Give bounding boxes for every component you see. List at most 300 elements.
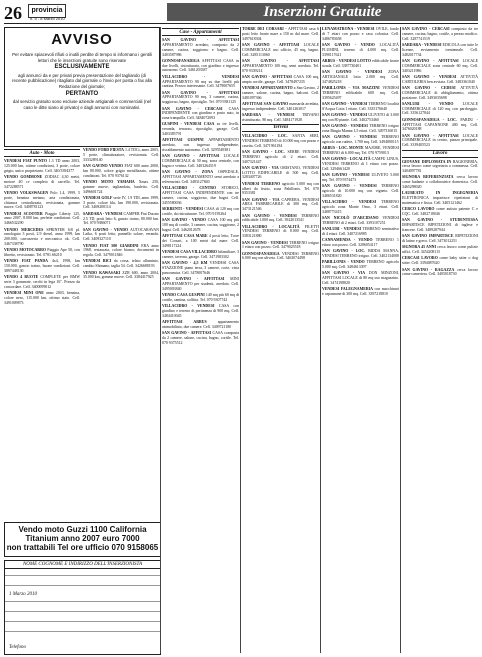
ad-text: OSPEDALE, AFFITTASI APPARTAMENTO semi arredato a referenziati. Cell. 3483127840 [162,170,239,184]
classified-ad [162,261,239,276]
ad-text: PARDU - AFFITTASI CAPANNONE 400 mq. Cell. 3476020188 [402,117,478,132]
classified-ad [242,166,319,181]
ads-list [322,27,399,237]
classified-ad [83,196,159,211]
coupon-line [5,621,160,622]
classified-ad [162,277,239,292]
ad-text: composto da tre camere, cucina, bagno, cortile, a prezzo modico. Cell. 3287741519 [402,27,478,41]
classified-ad [4,175,80,190]
ad-headline: SAN GAVINO - CEDESI [402,85,456,90]
classified-ad [242,27,319,42]
classified-ad [242,86,319,101]
ads-column-2 [83,148,159,520]
ads-list [162,38,239,345]
ad-text: OVILE, fondo di 7 ettari con pozzo e casa colonica. Cell. 3486783658 [322,27,399,41]
ad-headline: SAN GAVINO - VENDESI [242,213,297,218]
ad-headline: SAN GAVINO - AFFITTASI [242,58,319,63]
ad-text: APPARTAMENTO 90 mq su due livelli più cantina. Prezzo interessante. Cell. 3479007655 [162,79,239,89]
classified-ad [402,75,478,85]
classified-ad [402,256,478,266]
classified-ad [83,164,159,179]
ad-headline: SAN GAVINO - AFFITTASI [162,154,220,159]
ad-headline: VENDESI CASA VILLACIDRO [162,249,217,254]
ad-headline: SAN GAVINO - VENDESI [322,173,370,178]
classified-ad [242,198,319,213]
ad-text: LOCALE COMMERCIALE in centro, piazza principale. Cell. 3339405523 [402,133,478,148]
ad-headline: SAN GAVINO - RAGAZZA [402,267,455,272]
classified-ad [322,238,399,248]
ad-text: LOCALITÀ FLUMINI, terreno di 4.000 mq. Cell. 3390117621 [322,42,399,57]
ad-text: ATTIVITÀ CARTOLERIA ben avviata. Cell. 3483361040 [402,74,478,84]
classified-ad [322,27,399,42]
ad-headline: GONNOSFANADIGA - LOC. [402,117,457,122]
column-divider [160,27,161,653]
ad-text: CASA 100 mq, ampio cortile, garage. Cell. 3478497235 [242,74,319,84]
section-banner: Inserzioni Gratuite [167,3,478,21]
ad-headline: PABILLONIS - VENDO [322,260,365,265]
ad-headline: SAN GAVINO - AFFITTASI [402,133,459,138]
ad-text: serie IV, 1.9 TDI, anno 1999, 3 porte, colore blu, km 190.000, revisionata. Cell. 3469200114 [83,195,159,210]
ad-text: AFFITTASI casa 6 posti letto fronte mare a 150 m dal mare. Cell. 3497618304 [242,27,319,41]
ad-headline: VILLACIDRO - VENDESI [322,200,377,205]
ad-headline: CERCO LAVORO [402,207,435,212]
ad-headline: SAN GAVINO - VENDESI [322,69,383,74]
column-divider [320,27,321,653]
coupon-line [5,631,160,632]
classified-ad [322,216,399,226]
classified-ad [322,287,399,297]
classified-ad [402,234,478,244]
section-heading-lavoro: Lavoro [402,150,478,158]
classified-ad [83,271,159,281]
classified-ad [402,102,478,117]
section-heading-auto: Auto - Moto [4,149,80,157]
ads-column-4 [242,27,319,653]
ad-text: STORICO, AFFITTASI CASA INDIPENDENTE con tre camere, cucina, soggiorno, due bagni. Cell. 3455580036 [162,186,239,205]
classified-ad [402,191,478,206]
ad-coupon-form [4,560,161,655]
ad-text: Xmax 250, gomme nuove, tagliandata, bauletto. Cell. 3496601724 [83,179,159,194]
ad-text: APPARTAMENTO 100 mq, semi arredato. Tel. 070 9339214 [242,63,319,73]
ad-headline: SARDARA - VENDESI [402,42,442,47]
classified-ad [242,134,319,149]
classified-ad [83,259,159,269]
ad-headline: TORRE DEI CORSARI - [242,27,287,31]
ad-text: VENDESI TERRENO edificabile 600 mq. Cell. 3395625497 [322,85,399,100]
ad-headline: SAN GAVINO - AFFITTASI [162,276,225,281]
classified-ad [83,244,159,259]
ad-text: ZONA ARTIGIANALE lotto 2.000 mq. Cell. 3474825218 [322,69,399,84]
ad-headline: AFFITTASI GUSPINI [162,138,204,143]
ad-headline: SAN GAVINO - CERCASI [402,27,450,31]
ad-headline: SAN GAVINO - VENDESI [322,184,377,189]
ad-headline: SAN GAVINO - AFFITTASI [242,74,292,79]
ad-text: come baby sitter o dog sitter. Cell. 3394087620 [402,256,478,266]
classified-ad [402,27,478,42]
ad-text: ZZR 600, anno 2004, 35.000 km, gomme nuove. Cell. 3384417925 [83,270,159,280]
ad-headline: SANLURI - VENDO [402,101,454,106]
ad-headline: SAN GAVINO - VIA [322,271,366,276]
ad-text: TERRENO agricolo con rudere, 1.700 mq. Cell. 3494800115 [322,135,399,144]
ad-headline: SAN GAVINO VENDO [83,163,124,168]
ads-list [4,159,80,306]
classified-ad [162,320,239,330]
ad-headline: SERRENTI - VENDESI [162,206,203,211]
ad-headline: VENDO FORD FIESTA [83,148,124,152]
classified-ad [162,186,239,205]
ad-text: come autista patente C e CQC. Cell. 3482718046 [402,207,478,217]
ad-headline: VENDESI SCOOTER [4,211,43,216]
ad-text: CAMPER Fiat Ducato 2.5 TD, posti letto 6, gancio traino, 80.000 km. Tel. 070 9386071 [83,211,159,226]
ad-text: RAGIONERIA, cerca lavoro come segretaria o commessa. Cell. 3404097781 [402,159,478,174]
ad-headline: SAN GAVINO - VIA [242,165,279,170]
classified-ad [402,160,478,175]
ad-text: ULIVETO 5.000 mq. Tel. 070 9374473 [322,173,399,182]
ad-text: DON MINZONI, AFFITTASI LOCALE di 80 mq uso magazzino. Cell. 3474198820 [322,271,399,286]
notice-title: AVVISO [51,31,113,48]
ad-text: APPARTAMENTO arredato, con ingresso indipendente, riscaldamento autonomo. Cell. 3295549381 [162,138,239,153]
ad-text: VENDESI TERRENO 6.000 mq con uliveto. Cell. 3463074498 [242,251,319,261]
classified-ad [4,275,80,290]
classified-ad [162,75,239,90]
ad-headline: SAN GAVINO - CERCASI [162,106,223,111]
classified-ad [322,146,399,156]
ad-headline: SAN GAVINO - VENDESI [402,74,457,79]
ad-headline: VILLACIDRO - VENDESI [162,74,239,79]
ad-headline: SARDARA - VENDESI [83,211,123,216]
ad-headline: VENDO VOLKSWAGEN [4,190,49,195]
ad-headline: VENDESI GOLF [83,195,113,200]
ad-text: RIPETIZIONI di latino e greco. Cell. 3473012251 [402,234,478,244]
ad-headline: SAN GAVINO - STUDENTESSA [402,218,478,223]
ad-text: 140 mq più 60 mq di cortile, cantina, soffitta. Tel. 070 9307742 [162,292,239,302]
classified-ad [242,182,319,197]
ad-text: APPARTAMENTO 90 mq, 3 camere, cucina, soggiorno, bagno, ripostiglio. Tel. 070 9381125 [162,95,239,105]
ad-headline: AFFITTASI ARBUS [162,319,207,324]
ad-headline: VENDO GOMMONE [4,174,43,179]
classified-ad [402,268,478,278]
ad-headline: ARBUS - VENDESI LOTTO [322,58,371,63]
ad-headline: SAN GAVINO - LOCALITÀ [322,157,371,162]
coupon-date: 1 Marzo 2010 [9,592,38,597]
ad-text: EDICOLA con tutte le licenze, avviamento trentennale. Cell. 3482017734 [402,42,478,57]
notice-body [11,52,153,110]
ad-headline: SAN GAVINO - AFFITTASI [162,330,212,335]
ad-text: Piaggio Ape 50, con libretto, revisionato. Tel. 0781.66210 [4,248,80,258]
classified-ad [402,134,478,149]
ad-headline: SAN GAVINO - VENDO [322,42,375,47]
classified-ad [162,138,239,153]
ad-headline: VENDO MOTOCARRO [4,248,46,253]
ad-text: 1.3 TD anno 2003, 125.000 km, ottime condizioni, 3 porte, colore grigio, unico proprietario. Cell. 340/3394377 [4,159,80,173]
ad-headline: AFFITTASI SAN GAVINO [242,101,289,106]
ad-text: edificabile fronte strada. Cell. 3387730401 [322,58,399,68]
ad-text: MAJORE, VENDESI TERRENO di 6.000 mq. Tel. 070 9759013 [322,146,399,155]
classified-ad [83,180,159,195]
ad-text: CASA con giardino e terreno di pertinenza di 900 mq. Cell. 3484410045 [162,303,239,318]
ad-text: LOCALE COMMERCIALE zona centrale 60 mq. Cell. 3403211986 [402,58,478,73]
notice-emphasis: ESCLUSIVAMENTE [54,64,110,71]
ad-headline: VENDESI FIAT PUNTO [4,159,48,163]
classified-ad [162,293,239,303]
coupon-heading: NOME COGNOME E INDIRIZZO DELL'INSERZIONISTA [5,561,160,569]
ad-text: a San Gavino, 2 camere, salone, cucina, bagno, balconi. Cell. 3481097366 [242,85,319,100]
classified-ad [162,234,239,249]
classified-ad [402,175,478,190]
ad-text: CASA composta da 2 camere, salone, cucina, bagno, cortile. Tel. 070 9375512 [162,330,239,345]
classified-ad [83,148,159,163]
ad-text: FIAT 600 anno 2000, km 80.000, colore grigio metallizzato, ottime condizioni. Tel. 070 9376132 [83,163,159,178]
ad-headline: SAN GAVINO - 4,5 KM [162,260,208,265]
ad-headline: SAN GAVINO - VENDO [162,217,206,222]
classified-ad [322,86,399,101]
ad-text: TERRENO agricolo zona Monte Omo, 3 ettari. Cell. 3488773415 [322,200,399,214]
ad-headline: SAN GAVINO - VENDESI [322,112,368,117]
ad-text: appartamento ammobiliato, due camere. Cell. 3409721180 [162,319,239,329]
ad-text: da corsa, telaio alluminio, cambio Shimano, taglia 54. Cell. 3426688193 [83,259,159,269]
ad-headline: VENDESI BICI [83,259,112,264]
ad-headline: SAN NICOLÒ D'ARCIDANO [322,216,379,220]
ad-headline: VENDO KAWASAKI [83,270,121,275]
classified-ad [4,228,80,247]
ad-headline: SARDARA - VENDESI [242,112,295,117]
classified-ad [402,43,478,58]
classified-ad [242,150,319,165]
classified-ad [242,113,319,123]
page-number: 26 [4,3,22,23]
classified-ad [162,218,239,233]
ad-headline: SAN GAVINO - AFFITTASI [162,38,239,42]
classified-ad [162,122,239,137]
ad-headline: SAN GAVINO IMPARTISCE [402,234,454,239]
ad-text: AUTOCARAVAN Laika, 6 posti letto, pannello solare, veranda. Cell. 3409327110 [83,227,159,242]
classified-ad [322,70,399,85]
ad-headline: SAN GAVINO - VENDESI [322,101,368,106]
ad-text: CASA di 120 mq con cortile, da ristrutturare. Tel. 070 9159264 [162,206,239,216]
ads-column-5 [322,27,399,653]
ad-headline: GUSPINI - VENDESI CASA [162,122,215,127]
classified-ad [402,86,478,101]
ad-headline: SAN GAVINO - LOC. [242,149,285,154]
classified-ad [242,214,319,224]
ad-text: CASA 100 mq più 100 mq di cortile, 3 camere, cucina, soggiorno, 2 bagni. Cell. 3462012678 [162,217,239,232]
ad-headline: VILLACIDRO - VENDESI [162,303,215,308]
ads-list [242,134,319,261]
column-divider [400,27,401,653]
coupon-line [5,611,160,612]
promo-box [4,522,161,557]
ad-text: ERA anno 1968, restaurata, colore bianco, documenti in regola. Cell. 3479011846 [83,243,159,258]
ad-headline: CANNAMENDA - VENDO [322,238,373,243]
ad-text: 4x4, 1998, km 150.000, gancio traino, buone condizioni. Cell. 3897448130 [4,259,80,274]
ad-headline: SIGNORA 45 ANNI [402,245,436,250]
classified-ad [242,225,319,240]
ad-headline: VENDO MOTO YAMAHA [83,179,135,184]
ad-text: LOCALE COMMERCIALE di 120 mq con parcheggio. Cell. 3356127844 [402,101,478,116]
classified-ad [322,184,399,199]
classified-ad [162,59,239,74]
ads-column-6 [402,27,478,653]
classified-ad [83,212,159,227]
ad-text: 1.4 TDCi, anno 2005, 5 porte, climatizzatore, revisionata. Cell. 3333289140 [83,148,159,162]
ad-text: con macchinari e capannone di 300 mq. Cell. 3397218810 [322,287,399,297]
ad-headline: VENDO MERCEDES [4,227,44,232]
ad-text: TERRENO seminativo di 4 ettari. Cell. 3407216985 [322,227,399,236]
ad-headline: PABILLONIS - VIA MAZZINI [322,85,380,90]
ads-list [242,27,319,123]
ads-column-1 [4,148,80,520]
ad-text: SPRINTER 6/8 pl. omologato 3 posti, 2.9 diesel, anno 1999, km 200.000, carrozzeria e meccanica ok. Cell. 3467338790 [4,227,80,247]
ad-text: SANTA SERI, VENDESI TERRENO di 10.000 mq con pozzo e casetta. Cell. 3471961184 [242,133,319,148]
ad-headline: VENDESI APPARTAMENTO [242,85,293,90]
ad-text: ZODIAC 4,30 metri, motore 40 cv completo di carrello. Tel. 3472288571 [4,174,80,189]
ad-text: TERRENO località S'Acqua Cotta 1 ettaro. Cell. 3335176640 [322,101,399,111]
ad-text: Piaggio Liberty 125, anno 2007, 8.000 km, perfette condizioni. Cell. 3466532290 [4,211,80,226]
ad-headline: VENDO CASA GUSPINI [162,292,205,297]
ad-text: 4 posti letto, Torre dei Corsari, a 100 metri dal mare. Cell. 3498117224 [162,233,239,248]
header-rule [4,23,478,24]
classified-ad [402,59,478,74]
ad-text: TERRENO irriguo zona Bingia Manna 1,5 ettari. Cell. 3497316015 [322,123,399,133]
ad-text: FILETTI VENDESI TERRENO di 8.000 mq. Cell. 3383121880 [242,224,319,239]
ads-list [402,27,478,148]
classified-ad [402,218,478,233]
ad-text: BIDDA MANNA, VENDESI TERRENO irriguo. Cell. 3402134008 [322,249,399,259]
ad-text: VENDESI CASA STAZZIONE piano terra, 3 camere, corte, vista panoramica. Cell. 3478007646 [162,260,239,275]
classified-ad [242,43,319,58]
ad-headline: AFFITTASI CASA MARE [162,233,208,238]
ad-headline: SANLURI - VENDESI [322,227,362,232]
ad-text: cerca lavoro come pulizie uffici. Cell. 3454208115 [402,245,478,255]
ad-headline: VENDO FIAT PANDA [4,259,48,264]
ad-headline: SAN GAVINO - ZONA [162,170,214,175]
promo-line: Titanium anno 2007 euro 7000 [25,534,140,543]
ad-text: cerca lavoro come cameriera. Cell. 3405018730 [402,267,478,277]
notice-paragraph: dal servizio gratuito sono escluse aziende artigianali e commerciali (nel caso le ditte siano al privato) e dagli annunci con nominativi. [12,99,152,110]
ad-text: ELETTRONICA impartisce ripetizioni di matematica e fisica. Cell. 3405121462 [402,196,478,206]
notice-box [4,27,160,147]
ad-headline: VILLACIDRO - LOCALITÀ [242,224,300,229]
ad-headline: SAN GAVINO - VIA [242,197,280,202]
classified-ad [162,154,239,169]
ads-list [322,271,399,297]
ad-text: ORISTANO, VENDESI LOTTO EDIFICABILE di 500 mq. Cell. 3283407726 [242,165,319,180]
ad-text: ULIVETO di 3.000 mq con 80 piante. Cell. 3402753460 [322,112,399,122]
ad-headline: VILLACIDRO - CENTRO [162,186,217,191]
ad-headline: SAN GAVINO - LOC. [322,249,366,254]
newspaper-logo: provincia [28,4,66,18]
coupon-phone-label: Telefono [9,645,27,650]
section-heading-terreni: Terreni [242,124,319,132]
classified-ad [162,91,239,106]
ad-headline: VENDESI TERRENO [242,181,281,186]
ads-list [83,148,159,280]
classified-ad [242,241,319,251]
ad-text: APPARTAMENTO arredato, composto da 2 camere, cucina, soggiorno e bagno. Cell. 3403587986 [162,42,239,57]
ad-headline: LAUREATO IN INGEGNERIA [402,191,478,196]
notice-emphasis: PERTANTO [65,90,99,97]
ad-headline: SIGNORA REFERENZIATA [402,175,454,180]
ad-text: TERRENO agricolo di 10.000 mq con vigneto. Cell. 3486531820 [322,184,399,198]
ad-headline: SAN GAVINO - AFFITTASI [162,90,239,95]
ad-text: AFFITTASI CASA in due livelli, ristrutturata, con giardino e ingresso autonomo. Cell. 3461203387 [162,58,239,73]
ads-column-3 [162,27,239,653]
classified-ad [162,331,239,346]
ad-headline: GIOVANE DIPLOMATA IN [402,159,452,164]
classified-ad [322,249,399,259]
ad-text: Polo 1.4, 1999, 5 porte, benzina metano, aria condizionata, chiusura centralizzata, revisionata, gomme nuove. Cell. 3408781123 [4,190,80,210]
classified-ad [242,59,319,74]
ad-text: LOCALE COMMERCIALE uso ufficio, 45 mq, bagno. Cell. 3285113060 [242,42,319,57]
ad-text: TERRENO edificabile 1.000 mq. Cell. 3922013541 [242,213,319,223]
classified-ad [4,191,80,210]
ad-text: TERRENO irriguo 1 ettaro con pozzo. Cell. 3479025518 [242,240,319,250]
ad-text: cerca lavoro come badante o collaboratrice domestica. Cell. 3465298020 [402,175,478,190]
section-heading-case: Case - Appartamenti [162,28,239,36]
classified-ad [402,118,478,133]
ad-headline: VENDESI FALEGNAMERIA [322,287,373,292]
ad-headline: VENDESI MINI ONE [4,291,44,296]
ad-text: anno 2003, benzina, colore nero, 115.000 km, ottimo stato. Cell. 3491009873 [4,291,80,305]
classified-ad [402,245,478,255]
notice-paragraph: agli annunci da e per privati previa presentazione del tagliando (di recente pubblicazione) ritagliato dal giornale o l'invio per posta o fax alla Redazione del giornale; [12,72,152,89]
classified-ad [402,207,478,217]
coupon-line [5,585,160,586]
ad-text: agricolo 5.000 mq con alberi da frutto, zona Pabillonis. Tel. 070 9353381 [242,181,319,196]
ad-text: TERRENO agricolo 5.000 mq. Cell. 3484613397 [322,260,399,270]
coupon-line [5,601,160,602]
ad-text: TERRENO 1 ettaro con pozzo. Cell. 3286054117 [322,238,399,247]
ads-list [402,160,478,278]
ad-headline: SAN GAVINO - VENDESI [242,240,288,245]
classified-ad [242,75,319,85]
classified-ad [242,252,319,262]
classified-ad [322,260,399,270]
ad-headline: SAN GAVINO - VENDO [83,227,129,232]
ad-text: bifamiliare, 3 camere, taverna, garage. Cell. 3471983302 [162,249,239,259]
classified-ad [322,124,399,134]
classified-ad [322,135,399,145]
classified-ad [162,207,239,217]
ad-text: VENDESI TERRENO di 2 ettari. Cell. 3393107251 [322,216,399,225]
classified-ad [322,43,399,58]
classified-ad [242,102,319,112]
classified-ad [322,271,399,286]
classified-ad [322,59,399,69]
classified-ad [162,107,239,122]
classified-ad [4,159,80,174]
ad-text: COMPLETE per BMW serie 3 gommate, cerchi in lega 16". Prezzo da concordare. Cell. 3400099012 [4,275,80,289]
notice-paragraph: Per evitare spiacevoli rifiuti o inutili perdite di tempo si informano i gentili lettori che le inserzioni gratuite sono riservate [12,52,152,63]
classified-ad [322,102,399,112]
classified-ad [4,291,80,306]
ad-headline: LUNAMATRONA - VENDESI [322,27,375,31]
ad-headline: SAN GAVINO - VENDESI [322,135,377,139]
classified-ad [4,212,80,227]
ad-text: TRIVANO ristrutturato, 80 mq. Cell. 3484171928 [242,112,319,122]
issue-date: n. 5 - 8 Marzo 2010 [30,16,65,21]
ads-list [322,238,399,270]
ad-text: IMPARTISCE RIPETIZIONI di inglese e francese. Cell. 3489287944 [402,223,478,233]
ad-headline: GONNOSFANADIGA [242,251,280,256]
classified-ad [162,170,239,185]
classified-ad [322,173,399,183]
ad-text: CAPRERA, VENDESI AREA FABBRICABILE di 300 mq. Cell. 3473121546 [242,197,319,212]
classified-ad [162,304,239,319]
classified-ad [162,38,239,57]
ad-headline: SAN GAVINO - VENDESI [322,123,368,128]
page-header [4,3,478,23]
